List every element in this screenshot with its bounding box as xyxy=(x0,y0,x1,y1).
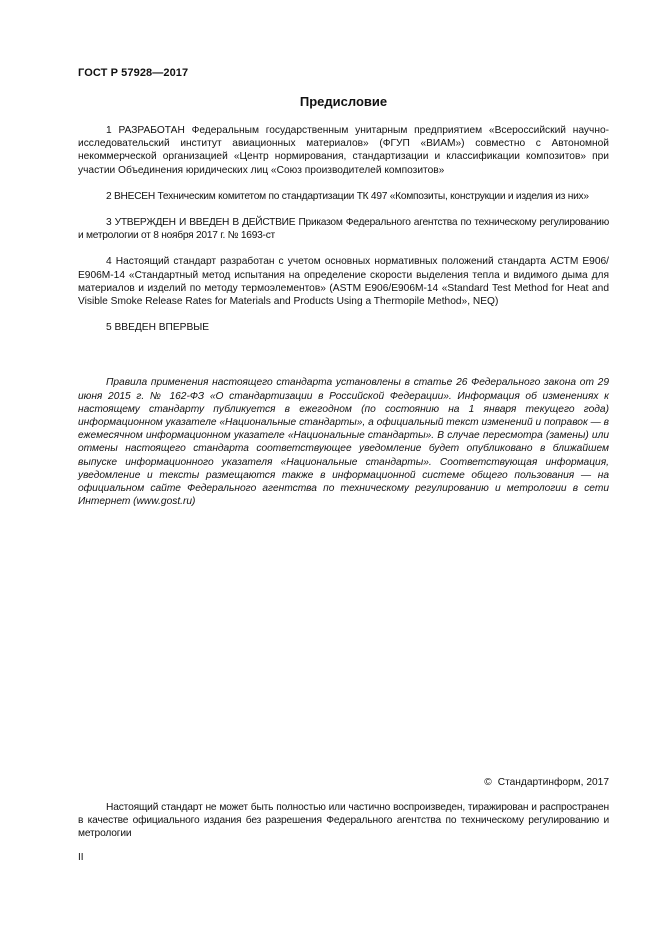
reproduction-notice: Настоящий стандарт не может быть полностью или частично воспроизведен, тиражирован и распространен в качестве официального издания без разрешения Федерального агентства по техническому регулированию и метрологии xyxy=(78,802,609,840)
copyright-symbol: © xyxy=(484,777,492,788)
foreword-item-developed: 1 РАЗРАБОТАН Федеральным государственным унитарным предприятием «Всероссийский научно-исследовательский институт авиационных материалов» (ФГУП «ВИАМ») совместно с Автономной некоммерческой организацией «Центр нормирования, стандартизации и классификации композитов» при участии Объединения юридических лиц «Союз производителей композитов» xyxy=(78,125,609,176)
page-number: II xyxy=(78,852,84,863)
foreword-item-introduced: 2 ВНЕСЕН Техническим комитетом по стандартизации ТК 497 «Композиты, конструкции и изделия из них» xyxy=(106,190,589,202)
foreword-body xyxy=(78,124,609,519)
application-rules-notice: Правила применения настоящего стандарта установлены в статье 26 Федерального закона от 29 июня 2015 г. № 162-ФЗ «О стандартизации в Российской Федерации». Информация об изменениях к настоящему стандарту публикуется в ежегодном (по состоянию на 1 января текущего года) информационном указателе «Национальные стандарты», а официальный текст изменений и поправок — в ежемесячном информационном указателе «Национальные стандарты». В случае пересмотра (замены) или отмены настоящего стандарта соответствующее уведомление будет опубликовано в ближайшем выпуске информационного указателя «Национальные стандарты». Соответствующая информация, уведомление и тексты размещаются также в информационной системе общего пользования — на официальном сайте Федерального агентства по техническому регулированию и метрологии в сети Интернет (www.gost.ru) xyxy=(78,377,609,508)
copyright-line xyxy=(484,777,609,788)
standard-code-header: ГОСТ Р 57928—2017 xyxy=(78,67,189,79)
foreword-title: Предисловие xyxy=(299,94,388,109)
foreword-item-basis: 4 Настоящий стандарт разработан с учетом основных нормативных положений стандарта АСТМ Е906/Е906М-14 «Стандартный метод испытания на определение скорости выделения тепла и видимого дыма для материалов и изделий по методу термоэлементов» (ASTM E906/E906M-14 «Standard Test Method for Heat and Visible Smoke Release Rates for Materials and Products Using a Thermopile Method», NEQ) xyxy=(78,256,609,308)
foreword-item-approved: 3 УТВЕРЖДЕН И ВВЕДЕН В ДЕЙСТВИЕ Приказом Федерального агентства по техническому регулированию и метрологии от 8 ноября 2017 г. № 1693-ст xyxy=(78,217,609,242)
copyright-text: Стандартинформ, 2017 xyxy=(497,777,609,788)
foreword-item-first-introduced: 5 ВВЕДЕН ВПЕРВЫЕ xyxy=(106,322,210,334)
